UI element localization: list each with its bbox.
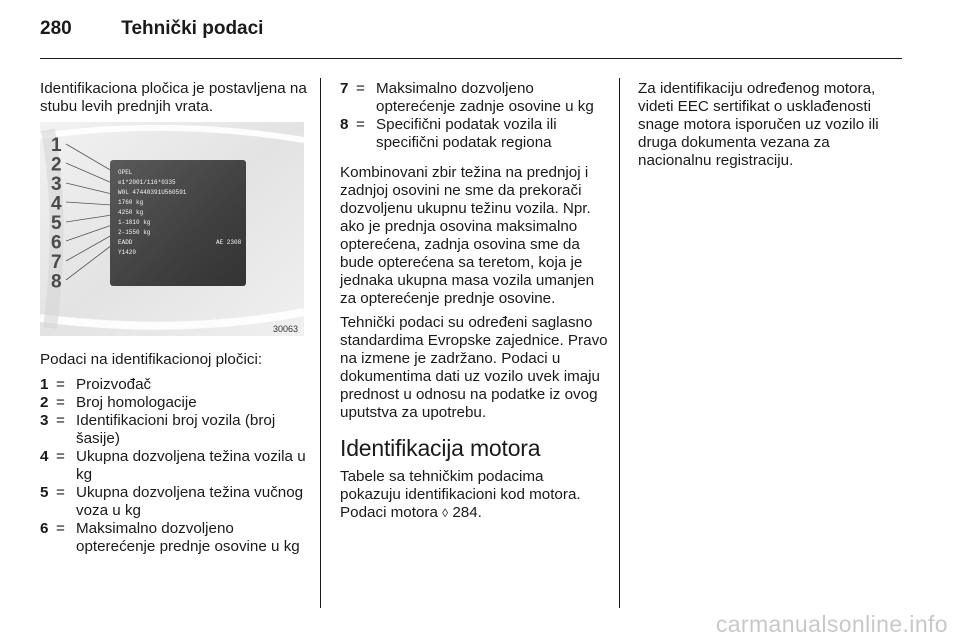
left-column-list: [40, 351, 310, 556]
page-header: [40, 18, 263, 40]
page-title: Tehnički podaci: [121, 18, 264, 39]
callout-number: 5: [51, 213, 62, 234]
plate-line: EADD: [118, 239, 133, 246]
callout-numbers: [51, 135, 62, 293]
definition-list-middle: [340, 80, 608, 152]
plate-caption: Podaci na identifikacionoj pločici:: [40, 351, 263, 368]
definition-item: [40, 484, 310, 520]
item-text: Maksimalno dozvoljeno opterećenje zadnje osovine u kg: [376, 80, 594, 115]
item-number: 5: [40, 484, 49, 501]
plate-line: AE 2308: [216, 239, 242, 246]
item-number: 8: [340, 116, 349, 133]
item-text: Ukupna dozvoljena težina vučnog voza u kg: [76, 484, 304, 519]
item-text: Identifikacioni broj vozila (broj šasije): [76, 412, 276, 447]
item-text: Proizvođač: [76, 376, 152, 393]
plate-line: W0L 47440391U560591: [118, 189, 187, 196]
callout-number: 2: [51, 154, 62, 176]
item-number: 4: [40, 448, 49, 465]
plate-line: 4250 kg: [118, 209, 144, 216]
item-number: 7: [340, 80, 349, 97]
paragraph-axle-loads: Kombinovani zbir težina na prednjoj i zadnjoj osovini ne sme da prekorači dozvoljenu ukupnu težinu vozila. Npr. ako je prednja osovina maksimalno opterećena, zadnja osovina sme da bude opterećena sa teretom, koja je jednaka ukupna masa vozila umanjen za opterećenje prednje osovine.: [340, 164, 595, 307]
paragraph-engine-certificate: Za identifikaciju određenog motora, videti EEC sertifikat o usklađenosti snage motora isporučen uz vozilo ili druga dokumenta vezana za nacionalnu registraciju.: [638, 80, 879, 169]
engine-id-text: Tabele sa tehničkim podacima pokazuju identifikacioni kod motora. Podaci motora: [340, 468, 581, 521]
item-equals: =: [56, 412, 65, 429]
item-equals: =: [56, 448, 65, 465]
item-number: 3: [40, 412, 49, 429]
plate-line: 2-1550 kg: [118, 229, 151, 236]
left-column-intro: [40, 80, 308, 122]
cross-reference-arrow-icon: ◊: [442, 506, 449, 520]
definition-item: [40, 520, 310, 556]
definition-item: [40, 412, 310, 448]
watermark: carmanualsonline.info: [715, 611, 948, 637]
definition-item: [340, 116, 608, 152]
callout-number: 8: [51, 271, 62, 293]
definition-item: [40, 448, 310, 484]
engine-data-link[interactable]: 284.: [452, 504, 482, 521]
callout-number: 6: [51, 232, 62, 254]
callout-number: 4: [51, 193, 62, 215]
section-heading: Identifikacija motora: [340, 435, 541, 461]
page-number: 280: [40, 18, 72, 39]
item-number: 1: [40, 376, 49, 393]
plate-line: Y1420: [118, 249, 137, 256]
plate-line: 1-1810 kg: [118, 219, 151, 226]
callout-number: 7: [51, 252, 62, 273]
plate-line: e1*2001/116*0335: [118, 179, 176, 186]
item-text: Broj homologacije: [76, 394, 197, 411]
definition-item: [340, 80, 608, 116]
callout-number: 3: [51, 174, 62, 195]
item-equals: =: [56, 394, 65, 411]
right-column: [638, 80, 904, 176]
definition-list-left: [40, 376, 310, 556]
callout-number: 1: [51, 135, 62, 156]
paragraph-standards: Tehnički podaci su određeni saglasno standardima Evropske zajednice. Pravo na izmene je zadržano. Podaci u dokumentima dati uz vozilo uvek imaju prednost u odnosu na podatke iz ovog uputstva za upotrebu.: [340, 314, 608, 421]
item-text: Specifični podatak vozila ili specifični podatak regiona: [376, 116, 557, 151]
intro-paragraph: Identifikaciona pločica je postavljena na stubu levih prednjih vrata.: [40, 80, 307, 115]
paragraph-engine-id: [340, 468, 608, 522]
identification-plate-figure: [40, 122, 304, 336]
plate-line: OPEL: [118, 169, 133, 176]
column-divider-left: [320, 78, 321, 608]
item-text: Ukupna dozvoljena težina vozila u kg: [76, 448, 306, 483]
item-equals: =: [56, 376, 65, 393]
middle-column: [340, 80, 608, 528]
item-equals: =: [356, 80, 365, 97]
item-equals: =: [56, 520, 65, 537]
definition-item: [40, 376, 310, 394]
item-text: Maksimalno dozvoljeno opterećenje prednje osovine u kg: [76, 520, 300, 555]
plate-line: 1760 kg: [118, 199, 144, 206]
item-equals: =: [356, 116, 365, 133]
item-equals: =: [56, 484, 65, 501]
figure-code: 30063: [272, 324, 298, 334]
definition-item: [40, 394, 310, 412]
column-divider-right: [619, 78, 620, 608]
header-rule: [40, 58, 902, 59]
item-number: 2: [40, 394, 49, 411]
item-number: 6: [40, 520, 49, 537]
